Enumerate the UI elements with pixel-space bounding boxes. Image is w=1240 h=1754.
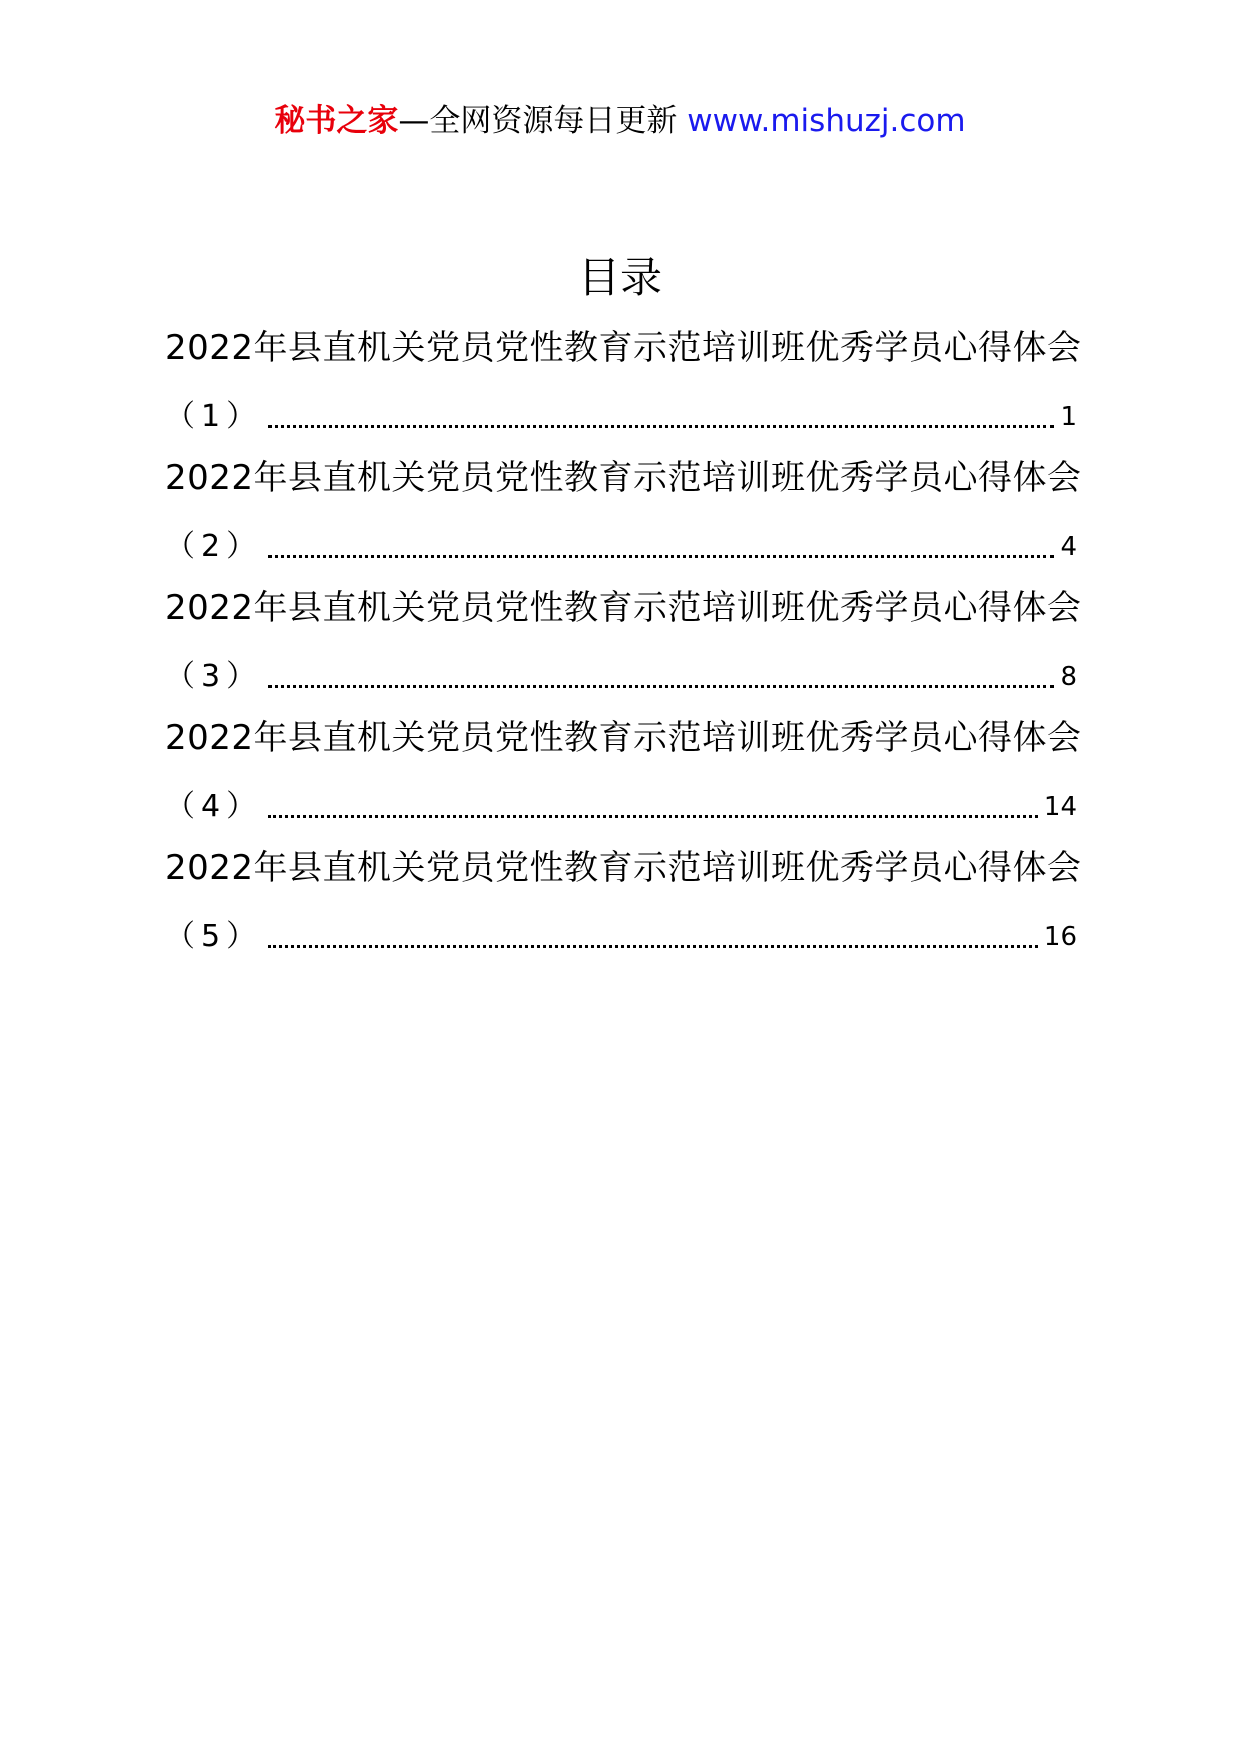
toc-entry-number: （1） bbox=[165, 399, 263, 434]
toc-entry-5[interactable] bbox=[165, 843, 1082, 973]
toc-entry-line bbox=[165, 908, 1077, 958]
toc-entry-title: 2022年县直机关党员党性教育示范培训班优秀学员心得体会 bbox=[165, 458, 1082, 498]
toc-entry-line bbox=[165, 518, 1077, 568]
page-title: 目录 bbox=[577, 253, 662, 302]
toc-entry-3[interactable] bbox=[165, 583, 1082, 713]
toc-dot-leader bbox=[268, 945, 1038, 948]
toc-page-number: 8 bbox=[1060, 662, 1077, 692]
toc-entry-title: 2022年县直机关党员党性教育示范培训班优秀学员心得体会 bbox=[165, 328, 1082, 368]
site-header bbox=[0, 98, 1240, 144]
toc-dot-leader bbox=[268, 555, 1054, 558]
toc-entry-number: （5） bbox=[165, 919, 263, 954]
site-url-link[interactable]: www.mishuzj.com bbox=[687, 103, 966, 139]
toc-entry-number: （4） bbox=[165, 789, 263, 824]
toc-entry-number: （3） bbox=[165, 659, 263, 694]
toc-entry-2[interactable] bbox=[165, 453, 1082, 583]
toc-dot-leader bbox=[268, 685, 1054, 688]
toc-entry-title: 2022年县直机关党员党性教育示范培训班优秀学员心得体会 bbox=[165, 588, 1082, 628]
toc-page-number: 16 bbox=[1043, 922, 1077, 952]
toc-entry-title: 2022年县直机关党员党性教育示范培训班优秀学员心得体会 bbox=[165, 848, 1082, 888]
toc-entry-line bbox=[165, 388, 1077, 438]
toc-page-number: 1 bbox=[1060, 402, 1077, 432]
toc-entry-4[interactable] bbox=[165, 713, 1082, 843]
toc-entry-1[interactable] bbox=[165, 323, 1082, 453]
toc-entry-number: （2） bbox=[165, 529, 263, 564]
toc-page-number: 4 bbox=[1060, 532, 1077, 562]
toc-dot-leader bbox=[268, 815, 1038, 818]
toc-entry-line bbox=[165, 648, 1077, 698]
toc-entry-line bbox=[165, 778, 1077, 828]
table-of-contents bbox=[165, 323, 1082, 973]
header-slogan: —全网资源每日更新 bbox=[398, 103, 688, 139]
toc-page-number: 14 bbox=[1043, 792, 1077, 822]
toc-entry-title: 2022年县直机关党员党性教育示范培训班优秀学员心得体会 bbox=[165, 718, 1082, 758]
toc-dot-leader bbox=[268, 425, 1054, 428]
brand-name: 秘书之家 bbox=[274, 103, 399, 139]
